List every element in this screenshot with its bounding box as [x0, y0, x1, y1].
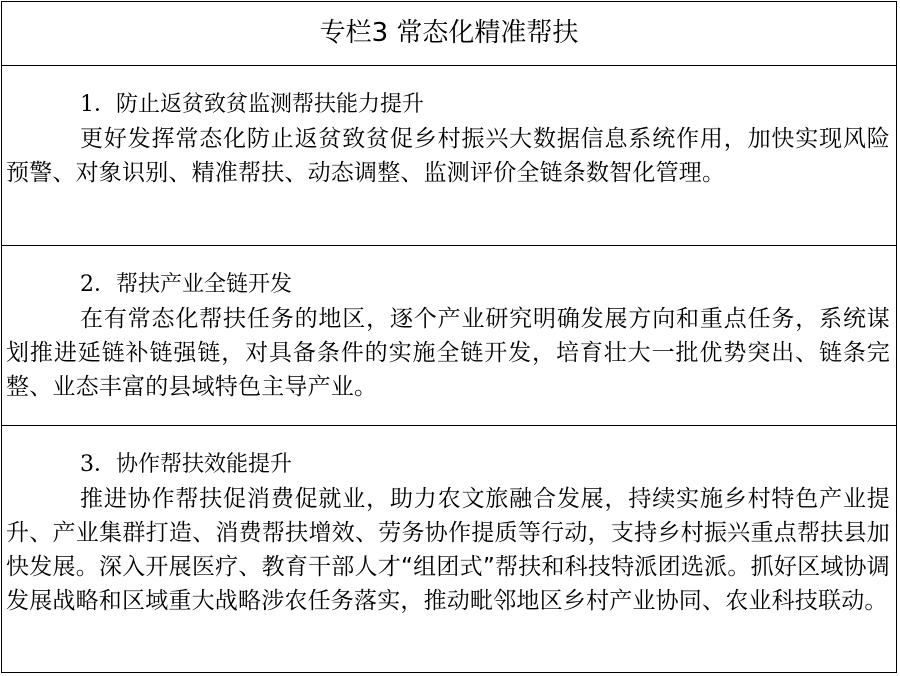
section-1-heading: 1．防止返贫致贫监测帮扶能力提升	[80, 92, 424, 117]
section-3-body: 推进协作帮扶促消费促就业，助力农文旅融合发展，持续实施乡村特色产业提升、产业集群打造、消费帮扶增效、劳务协作提质等行动，支持乡村振兴重点帮扶县加快发展。深入开展医疗、教育干部人才“组团式”帮扶和科技特派团选派。抓好区域协调发展战略和区域重大战略涉农任务落实，推动毗邻地区乡村产业协同、农业科技联动。	[6, 486, 890, 614]
section-2-heading: 2．帮扶产业全链开发	[80, 272, 292, 297]
section-2-body: 在有常态化帮扶任务的地区，逐个产业研究明确发展方向和重点任务，系统谋划推进延链补链强链，对具备条件的实施全链开发，培育壮大一批优势突出、链条完整、业态丰富的县域特色主导产业。	[6, 306, 890, 400]
section-3-heading: 3．协作帮扶效能提升	[80, 452, 292, 477]
section-1	[2, 66, 896, 246]
column-box	[1, 1, 897, 673]
section-2	[2, 246, 896, 426]
section-3	[2, 426, 896, 673]
section-1-body: 更好发挥常态化防止返贫致贫促乡村振兴大数据信息系统作用，加快实现风险预警、对象识别、精准帮扶、动态调整、监测评价全链条数智化管理。	[6, 126, 890, 186]
box-title: 专栏3 常态化精准帮扶	[2, 2, 896, 66]
